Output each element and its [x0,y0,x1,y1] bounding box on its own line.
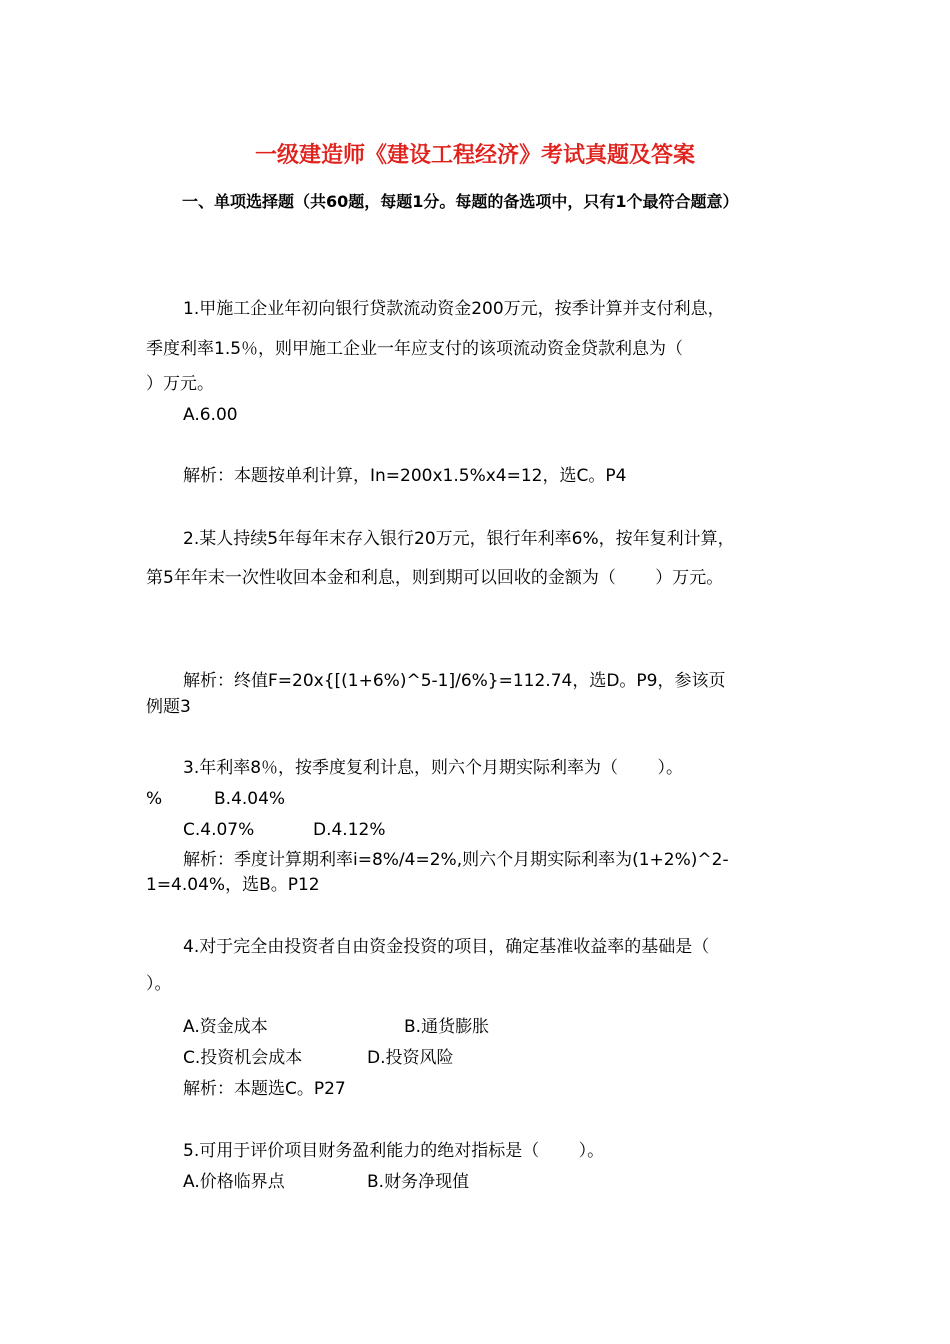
q3-option-d: D.4.12% [313,820,386,840]
q1-analysis: 解析：本题按单利计算，In=200x1.5%x4=12，选C。P4 [183,466,627,486]
q4-line1: 4.对于完全由投资者自由资金投资的项目，确定基准收益率的基础是（ [183,937,710,957]
section-heading: 一、单项选择题（共60题，每题1分。每题的备选项中，只有1个最符合题意） [182,192,739,211]
q2-line1: 2.某人持续5年每年末存入银行20万元，银行年利率6%，按年复利计算， [183,529,735,549]
q3-analysis-line1: 解析：季度计算期利率i=8%/4=2%,则六个月期实际利率为(1+2%)^2- [183,850,729,870]
q3-option-a: % [146,789,163,809]
q2-analysis-line2: 例题3 [146,697,191,717]
q4-option-c: C.投资机会成本 [183,1048,303,1068]
q2-line2: 第5年年末一次性收回本金和利息，则到期可以回收的金额为（ ）万元。 [146,568,724,588]
document-title: 一级建造师《建设工程经济》考试真题及答案 [254,143,695,168]
q4-line2: ）。 [146,974,172,994]
q1-line2: 季度利率1.5％，则甲施工企业一年应支付的该项流动资金贷款利息为（ [146,339,684,359]
q2-analysis-line1: 解析：终值F=20x{[(1+6%)^5-1]/6%}=112.74，选D。P9，参该页 [183,671,726,691]
q5-option-a: A.价格临界点 [183,1172,285,1192]
q3-option-b: B.4.04% [214,789,286,809]
q4-option-d: D.投资风险 [367,1048,454,1068]
q4-analysis: 解析：本题选C。P27 [183,1079,346,1099]
q3-line1: 3.年利率8％，按季度复利计息，则六个月期实际利率为（ ）。 [183,758,683,778]
q3-option-c: C.4.07% [183,820,255,840]
q5-option-b: B.财务净现值 [367,1172,470,1192]
q1-option-a: A.6.00 [183,405,238,425]
q3-analysis-line2: 1=4.04%，选B。P12 [146,875,320,895]
q1-line3: ）万元。 [146,374,214,394]
q5-line1: 5.可用于评价项目财务盈利能力的绝对指标是（ ）。 [183,1141,605,1161]
q4-option-a: A.资金成本 [183,1017,268,1037]
q1-line1: 1.甲施工企业年初向银行贷款流动资金200万元，按季计算并支付利息， [183,299,725,319]
q4-option-b: B.通货膨胀 [404,1017,490,1037]
